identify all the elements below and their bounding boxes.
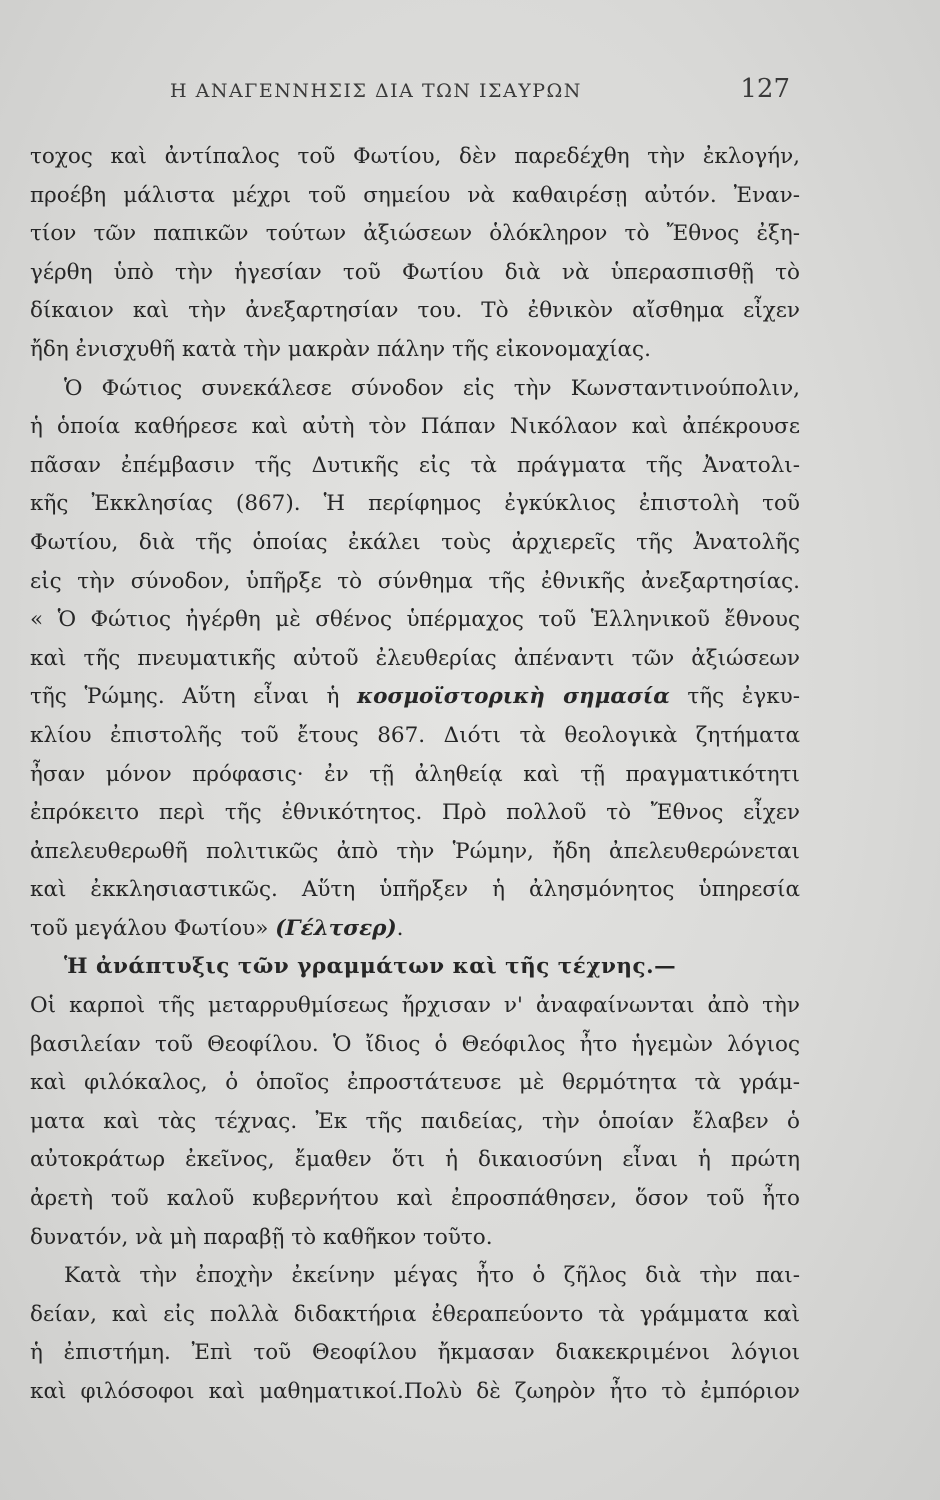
text-line: ἤδη ἐνισχυθῆ κατὰ τὴν μακρὰν πάλην τῆς εἰκονομαχίας. <box>30 336 651 362</box>
page-header <box>170 74 790 114</box>
text-line: Ὁ Φώτιος συνεκάλεσε σύνοδον εἰς τὴν Κωνσταντινούπολιν, <box>64 375 800 401</box>
text-line: τίον τῶν παπικῶν τούτων ἀξιώσεων ὁλόκληρον τὸ Ἔθνος ἐξη- <box>30 221 800 247</box>
text-line: ἦσαν μόνον πρόφασις· ἐν τῇ ἀληθείᾳ καὶ τῇ πραγματικότητι <box>30 761 800 787</box>
text-line: δίκαιον καὶ τὴν ἀνεξαρτησίαν του. Τὸ ἐθνικὸν αἴσθημα εἶχεν <box>30 298 800 324</box>
text-line: « Ὁ Φώτιος ἠγέρθη μὲ σθένος ὑπέρμαχος τοῦ Ἑλληνικοῦ ἔθνους <box>30 607 800 633</box>
text-line: γέρθη ὑπὸ τὴν ἡγεσίαν τοῦ Φωτίου διὰ νὰ ὑπερασπισθῇ τὸ <box>30 259 800 285</box>
text-line: καὶ φιλόσοφοι καὶ μαθηματικοί.Πολὺ δὲ ζωηρὸν ἦτο τὸ ἐμπόριον <box>30 1379 800 1404</box>
text-segment: τῆς Ῥώμης. Αὕτη εἶναι ἡ <box>30 684 340 710</box>
text-line: καὶ τῆς πνευματικῆς αὐτοῦ ἐλευθερίας ἀπέναντι τῶν ἀξιώσεων <box>30 645 800 671</box>
text-line-with-emphasis <box>30 678 800 717</box>
emphasized-phrase: κοσμοϊστορικὴ σημασία <box>357 684 670 710</box>
text-line: ἡ ἐπιστήμη. Ἐπὶ τοῦ Θεοφίλου ἤκμασαν διακεκριμένοι λόγιοι <box>30 1340 800 1366</box>
text-segment: . <box>396 915 404 941</box>
text-line: δυνατόν, νὰ μὴ παραβῇ τὸ καθῆκον τοῦτο. <box>30 1224 493 1250</box>
text-line: Φωτίου, διὰ τῆς ὁποίας ἐκάλει τοὺς ἀρχιερεῖς τῆς Ἀνατολῆς <box>30 529 800 555</box>
text-segment: τῆς ἐγκυ- <box>669 684 800 710</box>
text-line: εἰς τὴν σύνοδον, ὑπῆρξε τὸ σύνθημα τῆς ἐθνικῆς ἀνεξαρτησίας. <box>30 568 800 594</box>
text-line: καὶ φιλόκαλος, ὁ ὁποῖος ἐπροστάτευσε μὲ θερμότητα τὰ γράμ- <box>30 1070 800 1096</box>
text-line: ἡ ὁποία καθήρεσε καὶ αὐτὴ τὸν Πάπαν Νικόλαον καὶ ἀπέκρουσε <box>30 414 800 440</box>
body-text <box>30 138 800 1412</box>
text-line: ἐπρόκειτο περὶ τῆς ἐθνικότητος. Πρὸ πολλοῦ τὸ Ἔθνος εἶχεν <box>30 800 800 826</box>
section-heading: Ἡ ἀνάπτυξις τῶν γραμμάτων καὶ τῆς τέχνης.— <box>64 954 677 980</box>
text-line: Οἱ καρποὶ τῆς μεταρρυθμίσεως ἤρχισαν ν' ἀναφαίνωνται ἀπὸ τὴν <box>30 993 800 1019</box>
running-title: Η ΑΝΑΓΕΝΝΗΣΙΣ ΔΙΑ ΤΩΝ ΙΣΑΥΡΩΝ <box>170 80 582 102</box>
text-line: ἀπελευθερωθῆ πολιτικῶς ἀπὸ τὴν Ῥώμην, ἤδη ἀπελευθερώνεται <box>30 838 800 864</box>
text-line: αὐτοκράτωρ ἐκεῖνος, ἔμαθεν ὅτι ἡ δικαιοσύνη εἶναι ἡ πρώτη <box>30 1147 800 1173</box>
text-line: πᾶσαν ἐπέμβασιν τῆς Δυτικῆς εἰς τὰ πράγματα τῆς Ἀνατολι- <box>30 452 800 478</box>
text-line: προέβη μάλιστα μέχρι τοῦ σημείου νὰ καθαιρέσῃ αὐτόν. Ἐναν- <box>30 182 800 208</box>
text-line: κλίου ἐπιστολῆς τοῦ ἔτους 867. Διότι τὰ θεολογικὰ ζητήματα <box>30 722 800 748</box>
quote-end-line <box>30 910 800 949</box>
text-line: κῆς Ἐκκλησίας (867). Ἡ περίφημος ἐγκύκλιος ἐπιστολὴ τοῦ <box>30 491 800 517</box>
citation-author: (Γέλτσερ) <box>275 915 397 941</box>
text-line: καὶ ἐκκλησιαστικῶς. Αὕτη ὑπῆρξεν ἡ ἀλησμόνητος ὑπηρεσία <box>30 877 800 903</box>
page-number: 127 <box>740 74 790 104</box>
text-line: ματα καὶ τὰς τέχνας. Ἐκ τῆς παιδείας, τὴν ὁποίαν ἔλαβεν ὁ <box>30 1108 800 1134</box>
text-line: ἀρετὴ τοῦ καλοῦ κυβερνήτου καὶ ἐπροσπάθησεν, ὅσον τοῦ ἦτο <box>30 1186 800 1212</box>
text-line: τοχος καὶ ἀντίπαλος τοῦ Φωτίου, δὲν παρεδέχθη τὴν ἐκλογήν, <box>30 144 800 169</box>
text-segment: τοῦ μεγάλου Φωτίου» <box>30 915 269 941</box>
text-line: Κατὰ τὴν ἐποχὴν ἐκείνην μέγας ἦτο ὁ ζῆλος διὰ τὴν παι- <box>64 1263 800 1289</box>
text-line: δείαν, καὶ εἰς πολλὰ διδακτήρια ἐθεραπεύοντο τὰ γράμματα καὶ <box>30 1301 800 1327</box>
text-line: βασιλείαν τοῦ Θεοφίλου. Ὁ ἴδιος ὁ Θεόφιλος ἦτο ἡγεμὼν λόγιος <box>30 1031 800 1057</box>
